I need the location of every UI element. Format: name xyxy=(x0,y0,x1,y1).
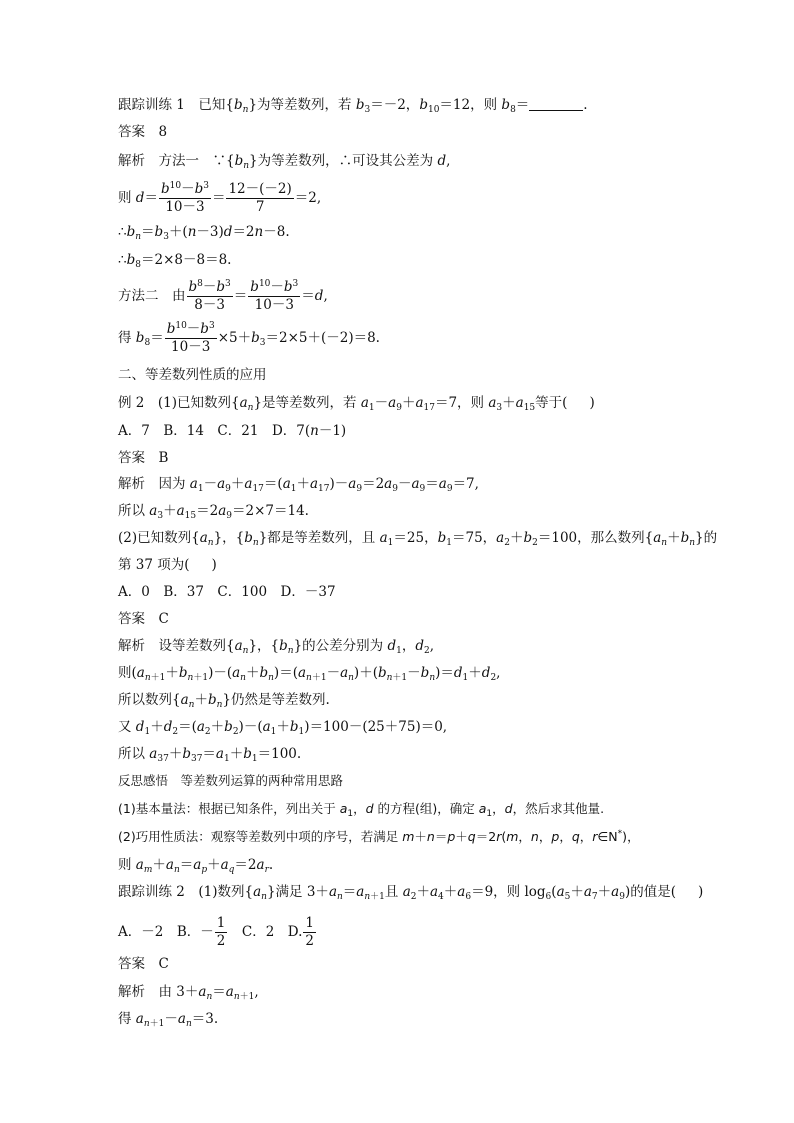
answer-3: 答案 C xyxy=(118,611,169,627)
fraction: $\frac{1}{2}$ xyxy=(305,915,315,949)
practice-1-question: 跟踪训练 1 已知$\{b_n\}$为等差数列，若 $b_3=-2$，$b_{10}=12$，则 $b_8=$ . xyxy=(118,97,588,115)
solution-3-step-2: 又 $d_1+d_2=(a_2+b_2)-(a_1+b_1)=100-(25+75)=0$, xyxy=(118,719,448,737)
solution-1-bn: $\therefore b_n=b_3+(n-3)d=2n-8$. xyxy=(118,224,290,242)
practice-2-options: A．－2 B．－ $\frac{1}{2}$ C．2 D. $\frac{1}{2}$ xyxy=(118,915,315,949)
fraction: $\frac{b^8-b^3}{8-3}$ xyxy=(188,279,231,313)
solution-1-b8: $\therefore b_8=2\times 8-8=8$. xyxy=(118,252,232,270)
reflection-point-1: (1)基本量法：根据已知条件，列出关于 $a_1$，d 的方程(组)，确定 $a_1$，d，然后求其他量. xyxy=(118,801,605,819)
solution-2-result: 所以 $a_3+a_{15}=2a_9=2\times 7=14$. xyxy=(118,503,309,521)
reflection-point-2: (2)巧用性质法：观察等差数列中项的序号，若满足 m＋n＝p＋q＝2r(m，n，p，q，r∈N*)， xyxy=(118,829,640,844)
fraction: $\frac{1}{2}$ xyxy=(216,915,226,949)
solution-1-method-2: 方法二 由 $\frac{b^8-b^3}{8-3}$ ＝ $\frac{b^{10}-b^3}{10-3}$ ＝d, xyxy=(118,279,328,313)
solution-1-d-formula: 则 d＝ $\frac{b^{10}-b^3}{10-3}$ ＝ $\frac{12-(-2)}{7}$ ＝2, xyxy=(118,181,322,215)
reflection-title: 反思感悟 等差数列运算的两种常用思路 xyxy=(118,773,344,788)
fraction: $\frac{b^{10}-b^3}{10-3}$ xyxy=(250,279,299,313)
solution-3-conclusion: 所以数列$\{a_n+b_n\}$仍然是等差数列. xyxy=(118,692,330,710)
fraction: $\frac{b^{10}-b^3}{10-3}$ xyxy=(166,321,215,355)
solution-1-method-1: 解析 方法一 $\because\{b_n\}$为等差数列，∴可设其公差为 d, xyxy=(118,153,451,171)
solution-4: 解析 由 $3+a_n=a_{n+1}$, xyxy=(118,984,259,1002)
section-heading: 二、等差数列性质的应用 xyxy=(118,367,267,383)
solution-4-result: 得 $a_{n+1}-a_n=3$. xyxy=(118,1011,219,1029)
solution-2: 解析 因为 $a_1-a_9+a_{17}=(a_1+a_{17})-a_9=2a_9-a_9=a_9=7$, xyxy=(118,476,479,494)
example-2-part-2: (2)已知数列$\{a_n\}$，$\{b_n\}$都是等差数列，且 $a_1=25$，$b_1=75$，$a_2+b_2=100$，那么数列$\{a_n+b_n\}$的 xyxy=(118,530,718,548)
example-2-part-1: 例 2 (1)已知数列$\{a_n\}$是等差数列，若 $a_1-a_9+a_{17}=7$，则 $a_3+a_{15}$等于( ) xyxy=(118,395,595,413)
fraction: $\frac{b^{10}-b^3}{10-3}$ xyxy=(160,181,209,215)
example-2-options-1: A．7 B．14 C．21 D．7(n－1) xyxy=(118,423,347,439)
answer-blank xyxy=(529,98,583,111)
fraction: $\frac{12-(-2)}{7}$ xyxy=(228,181,292,215)
answer-4: 答案 C xyxy=(118,956,169,972)
solution-3-step: 则$(a_{n+1}+b_{n+1})-(a_n+b_n)=(a_{n+1}-a_n)+(b_{n+1}-b_n)=d_1+d_2$, xyxy=(118,665,501,683)
solution-3: 解析 设等差数列$\{a_n\}$，$\{b_n\}$的公差分别为 $d_1$，$d_2$, xyxy=(118,638,435,656)
practice-2-question: 跟踪训练 2 (1)数列$\{a_n\}$满足 $3+a_n=a_{n+1}$且 $a_2+a_4+a_6=9$，则 $\log_6(a_5+a_7+a_9)$的值是( ) xyxy=(118,884,704,902)
reflection-point-2-cont: 则 $a_m+a_n=a_p+a_q=2a_r$. xyxy=(118,857,274,875)
example-2-part-2-cont: 第 37 项为( ) xyxy=(118,557,217,573)
example-2-options-2: A．0 B．37 C．100 D．－37 xyxy=(118,584,336,600)
answer-1: 答案 8 xyxy=(118,124,168,140)
answer-2: 答案 B xyxy=(118,450,169,466)
solution-1-result: 得 $b_8=$ $\frac{b^{10}-b^3}{10-3}$ $\times 5+b_3=2\times 5+(-2)=8$. xyxy=(118,321,380,355)
solution-3-result: 所以 $a_{37}+b_{37}=a_1+b_1=100$. xyxy=(118,746,302,764)
